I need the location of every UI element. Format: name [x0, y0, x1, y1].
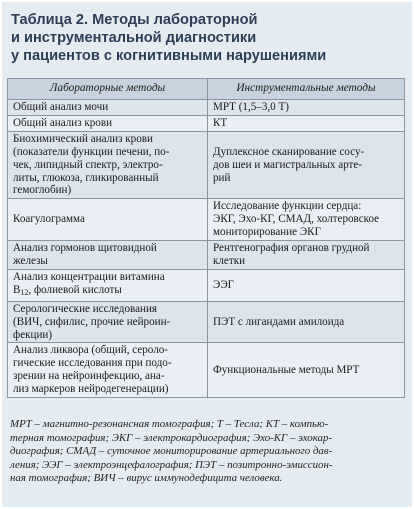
footnote-line: МРТ – магнитно-резонансная томография; Т – Тесла; КТ – компью-	[10, 418, 329, 430]
cell-line: Исследование функции сердца:	[213, 200, 362, 213]
cell-line: КТ	[213, 116, 228, 129]
lab-cell	[8, 115, 208, 131]
table-row	[8, 199, 405, 241]
cell-line: Функциональные методы МРТ	[213, 363, 360, 376]
cell-line: (ВИЧ, сифилис, прочие нейроин-	[13, 315, 171, 328]
lab-cell	[8, 301, 208, 343]
title-line: у пациентов с когнитивными нарушениями	[11, 48, 327, 65]
table-row	[8, 301, 405, 343]
footnote-line: ная томография; ВИЧ – вирус иммунодефицита человека.	[10, 472, 283, 485]
footnote-line: терная томография; ЭКГ – электрокардиография; Эхо-КГ – эхокар-	[10, 431, 333, 444]
cell-line: гические исследования при подо-	[13, 357, 172, 370]
cell-line: мониторирование ЭКГ	[213, 226, 321, 239]
header-lab-methods: Лабораторные методы	[8, 79, 208, 100]
cell-line: Коагулограмма	[13, 213, 85, 226]
cell-line: Биохимический анализ крови	[13, 132, 153, 145]
vitamin-subscript: 12	[20, 287, 29, 297]
instr-cell	[208, 301, 405, 343]
diagnostics-table	[7, 78, 405, 398]
cell-line: Серологические исследования	[13, 302, 157, 315]
vitamin-rest: , фолиевой кислоты	[28, 283, 122, 296]
instr-cell	[208, 100, 405, 116]
lab-cell	[8, 199, 208, 241]
instr-cell	[208, 131, 405, 199]
table-row	[8, 115, 405, 131]
table-header-row	[8, 79, 405, 100]
cell-line: литы, глюкоза, гликированный	[13, 171, 159, 184]
title-line: и инструментальной диагностики	[11, 30, 257, 47]
instr-cell	[208, 269, 405, 301]
lab-cell	[8, 131, 208, 199]
table-row	[8, 131, 405, 199]
cell-line: железы	[13, 254, 48, 267]
cell-line: чек, липидный спектр, электро-	[13, 158, 163, 171]
lab-cell	[8, 100, 208, 116]
lab-cell	[8, 343, 208, 398]
cell-line: Анализ концентрации витамина	[13, 270, 165, 283]
table-title	[11, 11, 405, 66]
instr-cell	[208, 199, 405, 241]
instr-cell	[208, 241, 405, 270]
cell-line	[13, 284, 205, 300]
table-row	[8, 100, 405, 116]
cell-line: фекции)	[13, 328, 53, 341]
cell-line: Рентгенография органов грудной	[213, 242, 370, 255]
table-row	[8, 241, 405, 270]
header-instrumental-methods: Инструментальные методы	[208, 79, 405, 100]
cell-line: ПЭТ с лигандами амилоида	[213, 315, 345, 328]
table-row	[8, 269, 405, 301]
cell-line: зрении на нейроинфекцию, ана-	[13, 370, 165, 383]
title-line: Таблица 2. Методы лабораторной	[11, 12, 258, 28]
instr-cell	[208, 115, 405, 131]
cell-line: клетки	[213, 254, 246, 267]
cell-line: Анализ гормонов щитовидной	[13, 242, 157, 255]
cell-line: Анализ ликвора (общий, сероло-	[13, 344, 168, 357]
cell-line: дов шеи и магистральных арте-	[213, 158, 363, 171]
footnote-line: диография; СМАД – суточное мониторирование артериального дав-	[10, 445, 333, 458]
cell-line: Дуплексное сканирование сосу-	[213, 145, 365, 158]
cell-line: гемоглобин)	[13, 184, 72, 197]
cell-line: МРТ (1,5–3,0 Т)	[213, 101, 289, 113]
cell-line: лиз маркеров нейродегенерации)	[13, 383, 169, 396]
footnote-line: ления; ЭЭГ – электроэнцефалография; ПЭТ – позитронно-эмиссион-	[10, 458, 333, 471]
cell-line: Общий анализ мочи	[13, 101, 109, 113]
lab-cell	[8, 269, 208, 301]
cell-line: ЭЭГ	[213, 278, 235, 291]
table-footnote	[10, 418, 406, 486]
vitamin-letter: B	[13, 283, 21, 296]
cell-line: ЭКГ, Эхо-КГ, СМАД, холтеровское	[213, 213, 380, 226]
lab-cell	[8, 241, 208, 270]
cell-line: рий	[213, 171, 231, 184]
cell-line: (показатели функции печени, по-	[13, 145, 170, 158]
cell-line: Общий анализ крови	[13, 116, 113, 129]
table-row	[8, 343, 405, 398]
instr-cell	[208, 343, 405, 398]
